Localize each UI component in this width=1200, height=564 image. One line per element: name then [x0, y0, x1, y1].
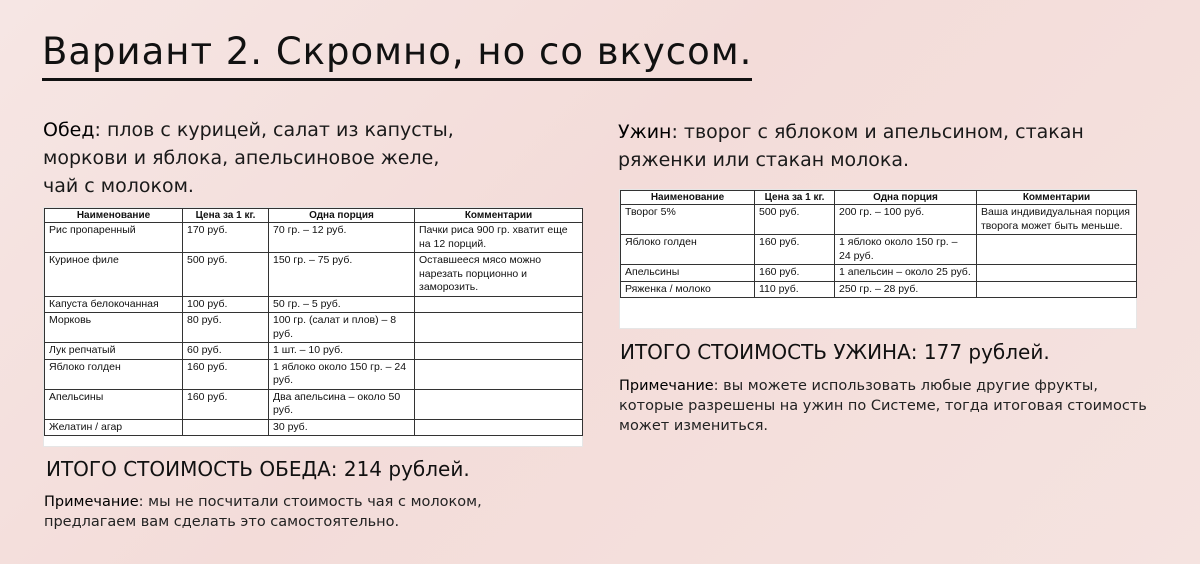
lunch-table-header-row	[45, 209, 583, 223]
lunch-table-cell: Капуста белокочанная	[45, 296, 183, 313]
lunch-table-row	[45, 313, 583, 343]
dinner-table-header-cell: Комментарии	[977, 191, 1137, 205]
dinner-table-cell	[977, 235, 1137, 265]
lunch-note-line: предлагаем вам сделать это самостоятельно.	[44, 514, 400, 530]
lunch-label: Обед	[43, 119, 95, 141]
lunch-table-cell: 60 руб.	[183, 343, 269, 360]
dinner-table-row	[621, 205, 1137, 235]
dinner-table-header-cell: Наименование	[621, 191, 755, 205]
lunch-table-cell: Лук репчатый	[45, 343, 183, 360]
dinner-table-cell	[977, 281, 1137, 298]
dinner-table-cell: Яблоко голден	[621, 235, 755, 265]
lunch-table-cell: 100 руб.	[183, 296, 269, 313]
dinner-table-row	[621, 265, 1137, 282]
lunch-table-cell: Яблоко голден	[45, 359, 183, 389]
lunch-table-cell: 150 гр. – 75 руб.	[269, 253, 415, 297]
dinner-table-cell: Ваша индивидуальная порция творога может быть меньше.	[977, 205, 1137, 235]
lunch-table-row	[45, 389, 583, 419]
lunch-table-header-cell: Комментарии	[415, 209, 583, 223]
lunch-table-cell: 160 руб.	[183, 389, 269, 419]
dinner-note-line: может измениться.	[619, 418, 769, 434]
dinner-table-cell: 1 яблоко около 150 гр. – 24 руб.	[835, 235, 977, 265]
lunch-table-cell	[415, 389, 583, 419]
lunch-table-container	[44, 208, 582, 446]
dinner-table-container	[620, 190, 1136, 328]
dinner-description	[618, 118, 1178, 174]
lunch-note-line: : мы не посчитали стоимость чая с молоком,	[138, 494, 482, 510]
dinner-table-cell: 250 гр. – 28 руб.	[835, 281, 977, 298]
page-title: Вариант 2. Скромно, но со вкусом.	[42, 28, 752, 81]
dinner-note-line: которые разрешены на ужин по Системе, тогда итоговая стоимость	[619, 398, 1147, 414]
dinner-table-cell: 1 апельсин – около 25 руб.	[835, 265, 977, 282]
lunch-table-cell: 80 руб.	[183, 313, 269, 343]
lunch-total: ИТОГО СТОИМОСТЬ ОБЕДА: 214 рублей.	[46, 457, 470, 481]
lunch-table-cell: 30 руб.	[269, 419, 415, 436]
lunch-table-cell: 50 гр. – 5 руб.	[269, 296, 415, 313]
lunch-table-cell	[183, 419, 269, 436]
lunch-table-body	[45, 223, 583, 436]
dinner-note	[619, 376, 1179, 436]
lunch-table-cell	[415, 296, 583, 313]
lunch-table-cell	[415, 359, 583, 389]
dinner-desc-line: : творог с яблоком и апельсином, стакан	[671, 121, 1084, 143]
lunch-table-cell: 70 гр. – 12 руб.	[269, 223, 415, 253]
lunch-table-cell: Два апельсина – около 50 руб.	[269, 389, 415, 419]
dinner-note-label: Примечание	[619, 378, 714, 394]
lunch-table-cell	[415, 343, 583, 360]
dinner-table-cell: 160 руб.	[755, 235, 835, 265]
lunch-desc-line: : плов с курицей, салат из капусты,	[94, 119, 454, 141]
dinner-table-cell: Апельсины	[621, 265, 755, 282]
dinner-table-cell: 110 руб.	[755, 281, 835, 298]
lunch-table-cell: Апельсины	[45, 389, 183, 419]
dinner-table-cell: Ряженка / молоко	[621, 281, 755, 298]
lunch-table-cell: 1 яблоко около 150 гр. – 24 руб.	[269, 359, 415, 389]
dinner-table-row	[621, 281, 1137, 298]
dinner-label: Ужин	[618, 121, 672, 143]
lunch-table-cell: Пачки риса 900 гр. хватит еще на 12 порций.	[415, 223, 583, 253]
lunch-table	[44, 208, 583, 436]
lunch-note	[44, 492, 584, 532]
lunch-table-row	[45, 253, 583, 297]
dinner-note-line: : вы можете использовать любые другие фрукты,	[713, 378, 1098, 394]
dinner-table-cell: Творог 5%	[621, 205, 755, 235]
dinner-table-cell: 200 гр. – 100 руб.	[835, 205, 977, 235]
dinner-desc-line: ряженки или стакан молока.	[618, 149, 910, 171]
lunch-table-cell: 160 руб.	[183, 359, 269, 389]
lunch-table-cell: 500 руб.	[183, 253, 269, 297]
lunch-table-cell: Желатин / агар	[45, 419, 183, 436]
lunch-table-cell	[415, 313, 583, 343]
lunch-table-header-cell: Одна порция	[269, 209, 415, 223]
dinner-table-header-cell: Одна порция	[835, 191, 977, 205]
dinner-table-row	[621, 235, 1137, 265]
dinner-table-cell: 160 руб.	[755, 265, 835, 282]
lunch-description	[43, 116, 513, 200]
lunch-desc-line: чай с молоком.	[43, 175, 194, 197]
dinner-table-header-row	[621, 191, 1137, 205]
lunch-table-row	[45, 343, 583, 360]
lunch-table-cell: Морковь	[45, 313, 183, 343]
lunch-table-row	[45, 296, 583, 313]
dinner-table-header-cell: Цена за 1 кг.	[755, 191, 835, 205]
lunch-table-cell: 1 шт. – 10 руб.	[269, 343, 415, 360]
dinner-total: ИТОГО СТОИМОСТЬ УЖИНА: 177 рублей.	[620, 340, 1050, 364]
lunch-table-cell	[415, 419, 583, 436]
lunch-note-label: Примечание	[44, 494, 139, 510]
dinner-table-cell: 500 руб.	[755, 205, 835, 235]
dinner-table-body	[621, 205, 1137, 298]
lunch-table-row	[45, 223, 583, 253]
lunch-table-cell: Оставшееся мясо можно нарезать порционно и заморозить.	[415, 253, 583, 297]
lunch-table-row	[45, 419, 583, 436]
lunch-table-header-cell: Цена за 1 кг.	[183, 209, 269, 223]
lunch-desc-line: моркови и яблока, апельсиновое желе,	[43, 147, 440, 169]
lunch-table-header-cell: Наименование	[45, 209, 183, 223]
lunch-table-cell: 170 руб.	[183, 223, 269, 253]
lunch-table-cell: Рис пропаренный	[45, 223, 183, 253]
dinner-table-cell	[977, 265, 1137, 282]
lunch-table-row	[45, 359, 583, 389]
dinner-table	[620, 190, 1137, 298]
lunch-table-cell: 100 гр. (салат и плов) – 8 руб.	[269, 313, 415, 343]
lunch-table-cell: Куриное филе	[45, 253, 183, 297]
